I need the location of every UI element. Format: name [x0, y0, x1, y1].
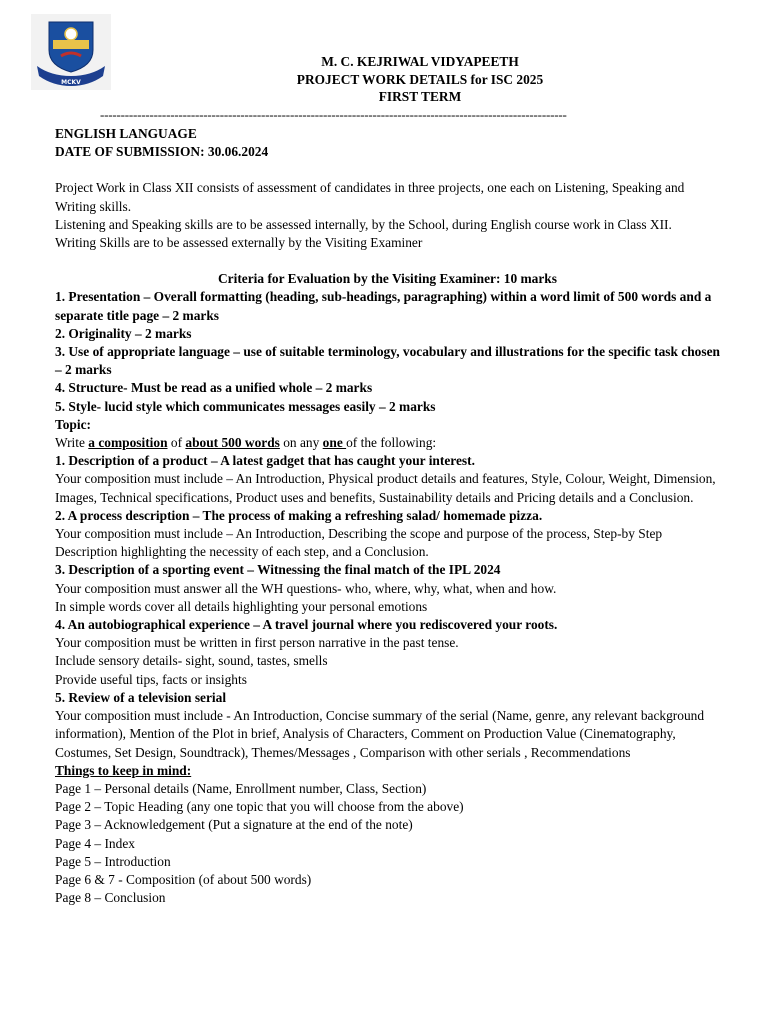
topic-title: 1. Description of a product – A latest gadget that has caught your interest.	[55, 453, 475, 469]
document-header	[100, 53, 740, 106]
school-logo	[31, 14, 111, 90]
dashed-rule: -----------------------------------------------------------------------------------------------------------------	[100, 108, 567, 121]
topic-detail: Provide useful tips, facts or insights	[55, 671, 247, 687]
criteria-item: 2. Originality – 2 marks	[55, 325, 192, 341]
criteria-item: 1. Presentation – Overall formatting (heading, sub-headings, paragraphing) within a word limit of 500 words and a separate title page – 2 marks	[55, 289, 712, 323]
criteria-heading: Criteria for Evaluation by the Visiting Examiner: 10 marks	[218, 271, 557, 287]
page-guideline: Page 4 – Index	[55, 835, 135, 851]
page-guideline: Page 6 & 7 - Composition (of about 500 words)	[55, 871, 312, 887]
intro-paragraph: Project Work in Class XII consists of assessment of candidates in three projects, one each on Listening, Speaking and Writing skills.	[55, 180, 685, 214]
project-title: PROJECT WORK DETAILS for ISC 2025	[296, 71, 544, 87]
topic-detail: Your composition must answer all the WH questions- who, where, why, what, when and how.	[55, 580, 557, 596]
topic-detail: Your composition must be written in first person narrative in the past tense.	[55, 635, 459, 651]
logo-text: MCKV	[61, 79, 81, 86]
intro-paragraph: Writing Skills are to be assessed externally by the Visiting Examiner	[55, 235, 423, 251]
criteria-item: 5. Style- lucid style which communicates messages easily – 2 marks	[55, 398, 436, 414]
topic-title: 2. A process description – The process of making a refreshing salad/ homemade pizza.	[55, 507, 543, 523]
page-guideline: Page 5 – Introduction	[55, 853, 171, 869]
school-name: M. C. KEJRIWAL VIDYAPEETH	[321, 54, 519, 69]
topic-detail: Include sensory details- sight, sound, tastes, smells	[55, 653, 328, 669]
criteria-item: 4. Structure- Must be read as a unified whole – 2 marks	[55, 380, 373, 396]
page-guideline: Page 3 – Acknowledgement (Put a signature at the end of the note)	[55, 817, 413, 833]
keep-in-mind-heading: Things to keep in mind:	[55, 762, 192, 778]
topic-instruction: Write a composition of about 500 words on any one of the following:	[55, 435, 437, 451]
topic-detail: In simple words cover all details highlighting your personal emotions	[55, 598, 428, 614]
topic-title: 4. An autobiographical experience – A travel journal where you rediscovered your roots.	[55, 617, 558, 633]
topic-detail: Your composition must include - An Introduction, Concise summary of the serial (Name, genre, any relevant background information), Mention of the Plot in brief, Analysis of Characters, Comment on Production Value (Cinematography, Costumes, Set Design, Soundtrack), Themes/Messages , Comparison with other serials , Recommendations	[55, 708, 705, 760]
topic-detail: Your composition must include – An Introduction, Physical product details and features, Style, Colour, Weight, Dimension, Images, Technical specifications, Product uses and benefits, Sustainability details and Pricing details and a Conclusion.	[55, 471, 716, 505]
topic-title: 5. Review of a television serial	[55, 689, 227, 705]
criteria-item: 3. Use of appropriate language – use of suitable terminology, vocabulary and illustrations for the specific task chosen – 2 marks	[55, 344, 720, 378]
page-guideline: Page 8 – Conclusion	[55, 890, 166, 906]
document-body	[55, 125, 720, 907]
page-guideline: Page 2 – Topic Heading (any one topic that you will choose from the above)	[55, 799, 464, 815]
page-guideline: Page 1 – Personal details (Name, Enrollment number, Class, Section)	[55, 780, 427, 796]
term-title: FIRST TERM	[378, 89, 462, 104]
topic-title: 3. Description of a sporting event – Witnessing the final match of the IPL 2024	[55, 562, 501, 578]
topic-label: Topic:	[55, 416, 91, 432]
subject-heading: ENGLISH LANGUAGE	[55, 126, 197, 141]
intro-paragraph: Listening and Speaking skills are to be assessed internally, by the School, during English course work in Class XII.	[55, 216, 672, 232]
submission-date: DATE OF SUBMISSION: 30.06.2024	[55, 144, 269, 160]
topic-detail: Your composition must include – An Introduction, Describing the scope and purpose of the process, Step-by Step Description highlighting the necessity of each step, and a Conclusion.	[55, 526, 663, 560]
